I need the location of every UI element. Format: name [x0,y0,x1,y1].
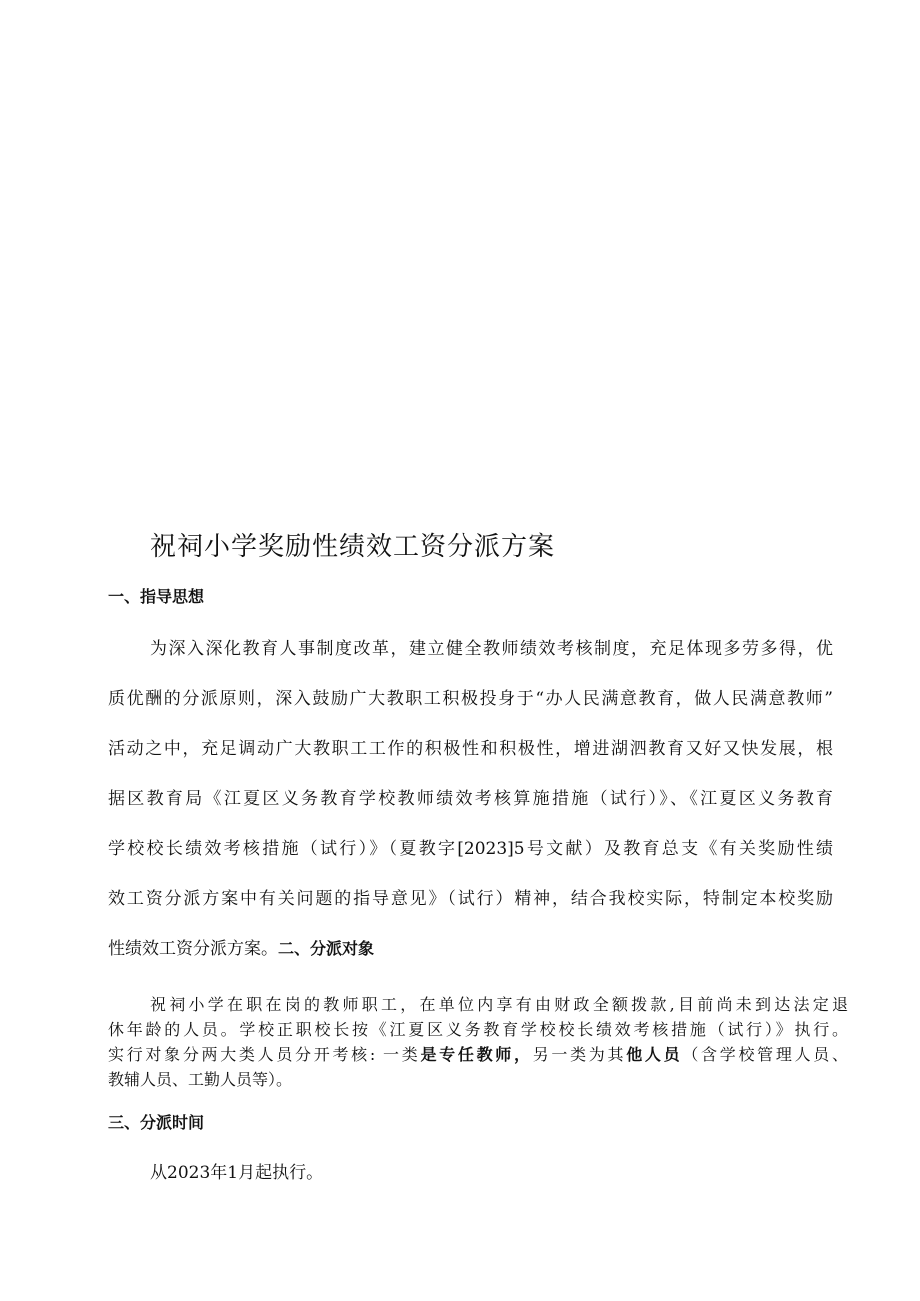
paragraph-line: 效工资分派方案中有关问题的指导意见》（试行）精神，结合我校实际，特制定本校奖励 [108,889,833,909]
line-text-part: 另一类为其 [532,1045,627,1064]
paragraph-line: 活动之中，充足调动广大教职工工作的积极性和积极性，增进湖泗教育又好又快发展，根 [108,739,833,759]
paragraph-line: 休年龄的人员。学校正职校长按《江夏区义务教育学校校长绩效考核措施（试行）》执行。 [108,1020,848,1039]
line-text-part: （含学校管理人员、 [682,1045,848,1064]
paragraph-line: 祝祠小学在职在岗的教师职工，在单位内享有由财政全额拨款,目前尚未到达法定退 [150,995,848,1014]
section-heading-distribution-target: 二、分派对象 [278,939,375,958]
document-title: 祝祠小学奖励性绩效工资分派方案 [150,532,556,562]
line-bold-part: 他人员 [626,1045,683,1064]
paragraph-line: 据区教育局《江夏区义务教育学校教师绩效考核算施措施（试行）》、《江夏区义务教育 [108,789,833,809]
paragraph-line-mixed [108,1042,848,1065]
line-bold-part: 是专任教师， [420,1045,533,1064]
paragraph-line: 质优酬的分派原则，深入鼓励广大教职工积极投身于“办人民满意教育，做人民满意教师” [108,689,833,709]
section-heading-distribution-time: 三、分派时间 [108,1113,205,1132]
paragraph-line: 学校校长绩效考核措施（试行）》（夏教字[2023]5号文献）及教育总支《有关奖励性绩 [108,839,833,859]
paragraph-line-text: 性绩效工资分派方案。 [108,939,278,959]
paragraph-line: 为深入深化教育人事制度改革，建立健全教师绩效考核制度，充足体现多劳多得，优 [150,639,833,659]
paragraph-line: 教辅人员、工勤人员等）。 [108,1070,293,1089]
section3-text: 从2023年1月起执行。 [150,1163,324,1183]
section-heading-guiding-ideology: 一、指导思想 [108,587,205,606]
paragraph-line-with-heading [108,934,833,959]
line-text-part: 实行对象分两大类人员分开考核: 一类 [108,1045,421,1064]
